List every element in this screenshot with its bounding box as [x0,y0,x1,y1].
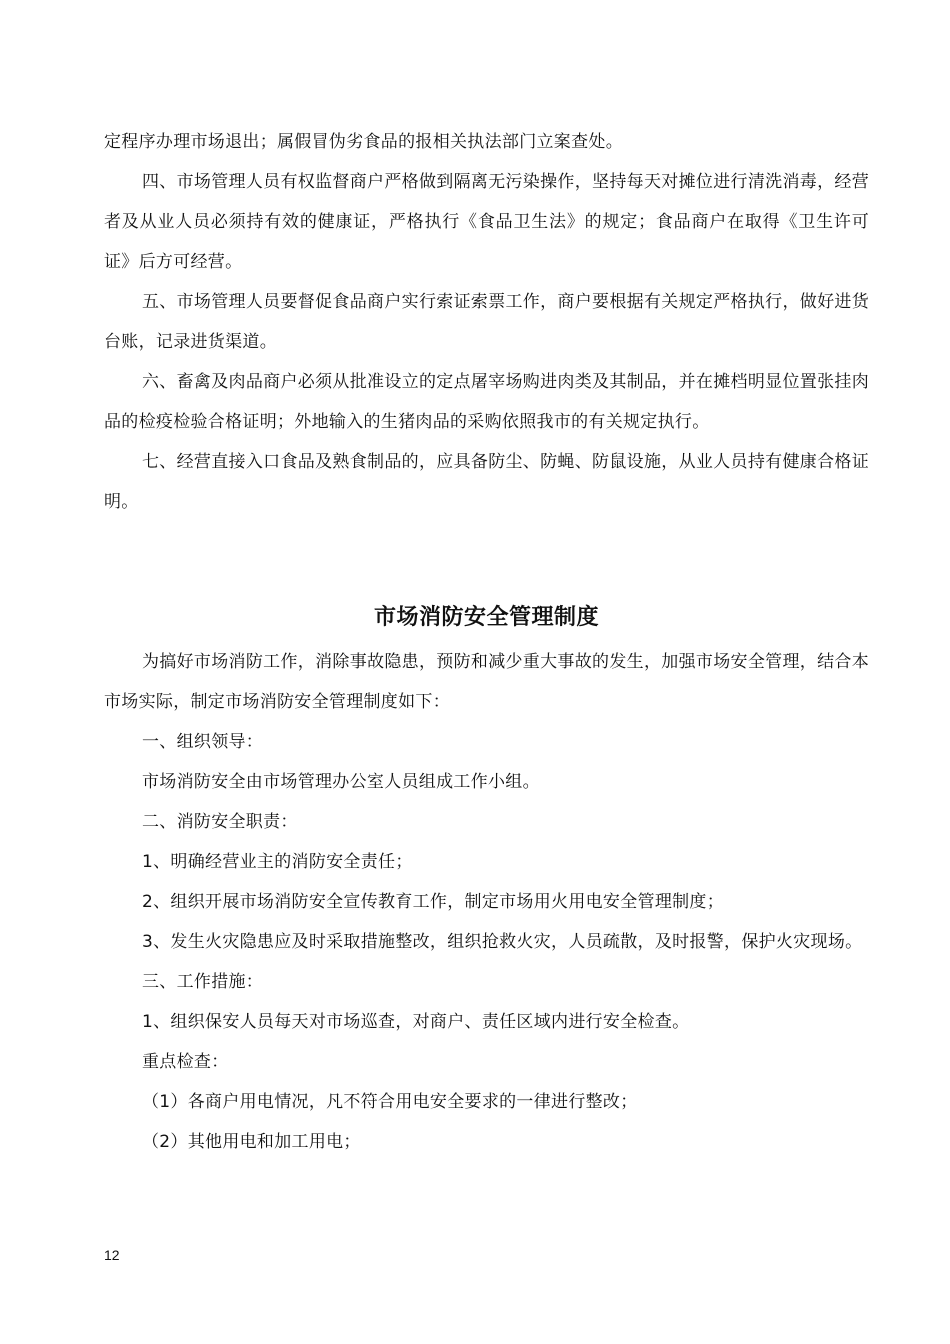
paragraph-organization: 市场消防安全由市场管理办公室人员组成工作小组。 [142,772,540,792]
heading-measures: 三、工作措施： [142,972,264,992]
duty-item-3: 3、发生火灾隐患应及时采取措施整改，组织抢救火灾，人员疏散，及时报警，保护火灾现场。 [142,932,863,952]
heading-duties: 二、消防安全职责： [142,812,298,832]
check-item-1: （1）各商户用电情况，凡不符合用电安全要求的一律进行整改； [142,1092,638,1112]
paragraph-intro: 为搞好市场消防工作，消除事故隐患，预防和减少重大事故的发生，加强市场安全管理，结合本市场实际，制定市场消防安全管理制度如下： [104,652,869,712]
section-spacer [104,522,869,600]
duty-item-1: 1、明确经营业主的消防安全责任； [142,852,413,872]
heading-organization: 一、组织领导： [142,732,264,752]
duty-item-2: 2、组织开展市场消防安全宣传教育工作，制定市场用火用电安全管理制度； [142,892,725,912]
section-title: 市场消防安全管理制度 [373,605,599,630]
paragraph-item-4: 四、市场管理人员有权监督商户严格做到隔离无污染操作，坚持每天对摊位进行清洗消毒，经营者及从业人员必须持有效的健康证，严格执行《食品卫生法》的规定；食品商户在取得《卫生许可证》后方可经营。 [104,172,869,272]
paragraph-item-5: 五、市场管理人员要督促食品商户实行索证索票工作，商户要根据有关规定严格执行，做好进货台账，记录进货渠道。 [104,292,869,352]
page-content [104,122,869,1162]
heading-key-checks: 重点检查： [142,1052,229,1072]
check-item-2: （2）其他用电和加工用电； [142,1132,361,1152]
paragraph-continuation: 定程序办理市场退出；属假冒伪劣食品的报相关执法部门立案查处。 [104,132,623,152]
paragraph-item-6: 六、畜禽及肉品商户必须从批准设立的定点屠宰场购进肉类及其制品，并在摊档明显位置张挂肉品的检疫检验合格证明；外地输入的生猪肉品的采购依照我市的有关规定执行。 [104,372,869,432]
paragraph-item-7: 七、经营直接入口食品及熟食制品的，应具备防尘、防蝇、防鼠设施，从业人员持有健康合格证明。 [104,452,869,512]
page-number: 12 [104,1247,120,1263]
measure-item-1: 1、组织保安人员每天对市场巡查，对商户、责任区域内进行安全检查。 [142,1012,690,1032]
